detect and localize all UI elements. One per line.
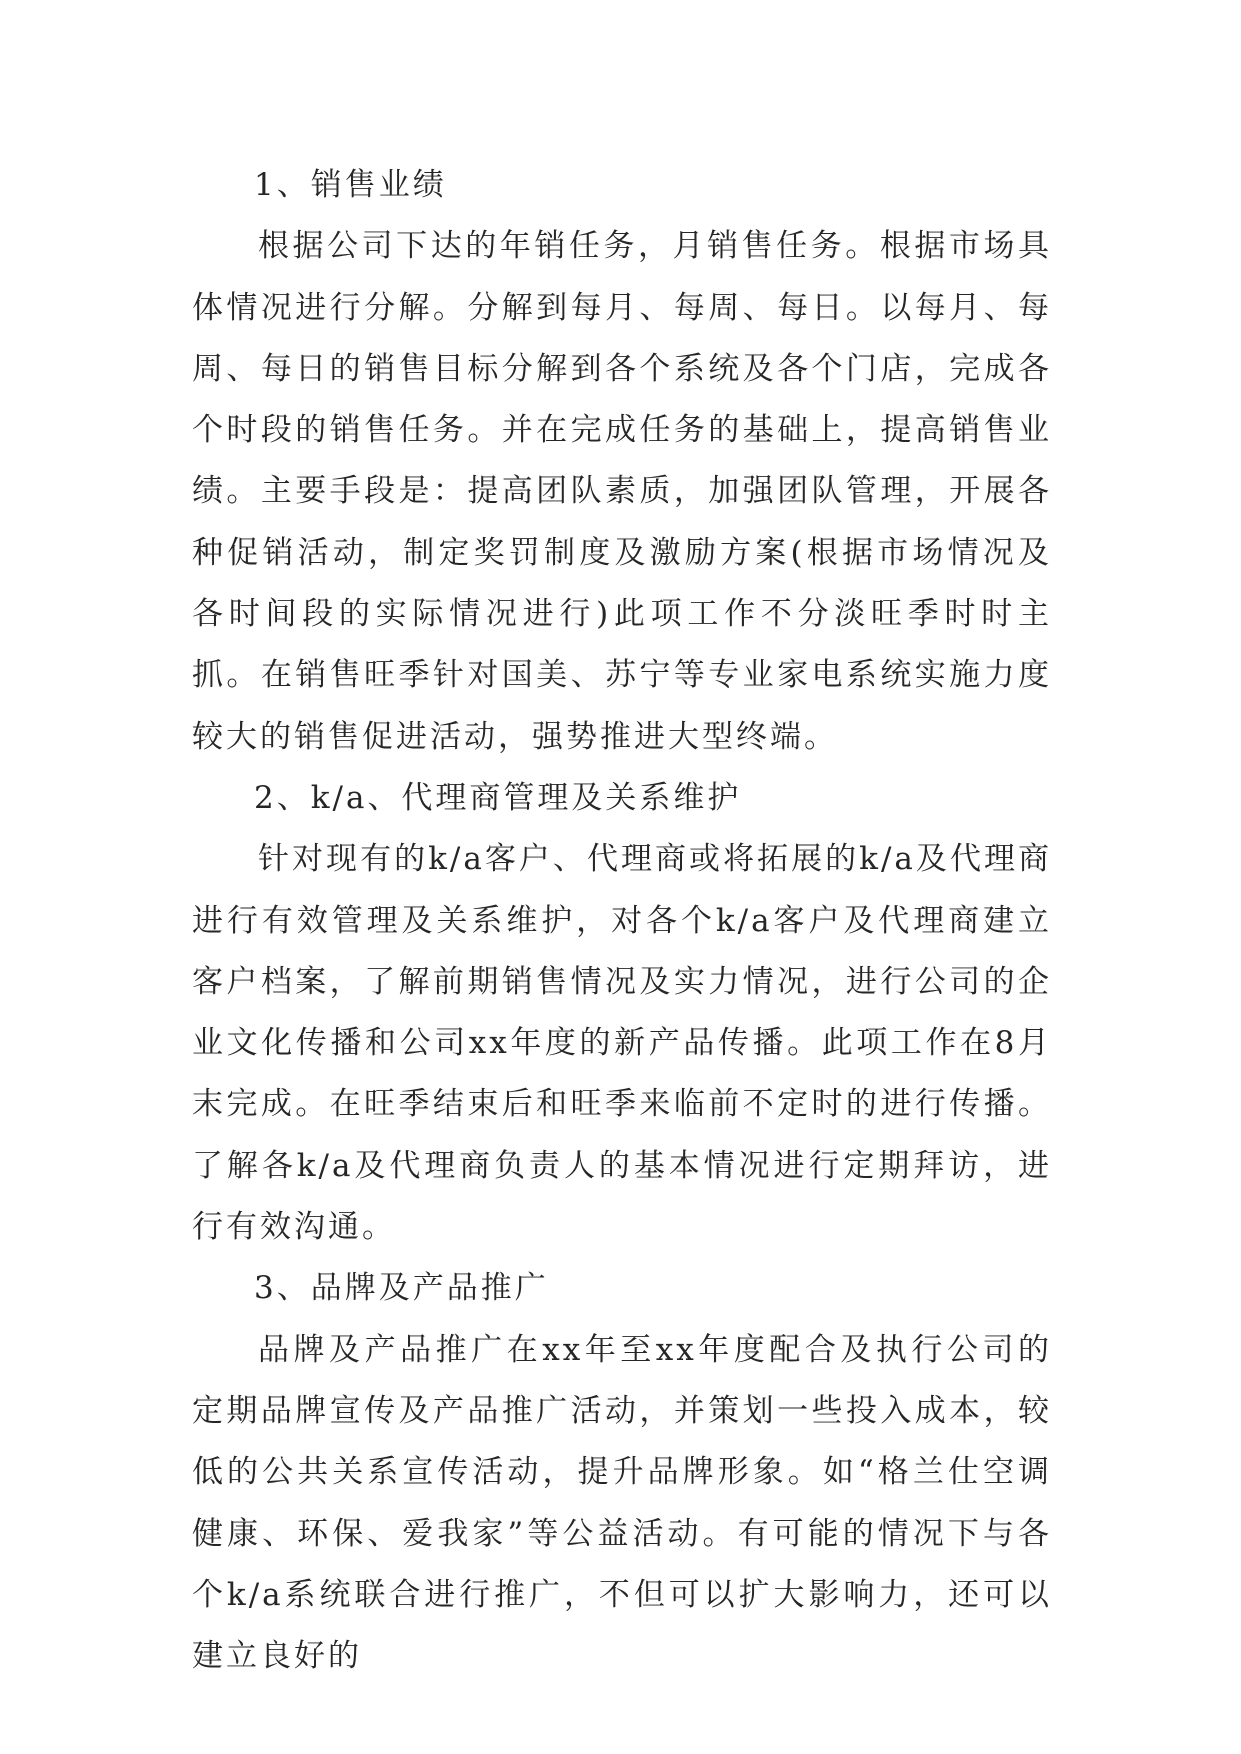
section-paragraph-ka-agent-management: 针对现有的k/a客户、代理商或将拓展的k/a及代理商进行有效管理及关系维护，对各个k/a客户及代理商建立客户档案，了解前期销售情况及实力情况，进行公司的企业文化传播和公司xx年度的新产品传播。此项工作在8月末完成。在旺季结束后和旺季来临前不定时的进行传播。了解各k/a及代理商负责人的基本情况进行定期拜访，进行有效沟通。: [192, 841, 1052, 1246]
section-paragraph-brand-promotion: 品牌及产品推广在xx年至xx年度配合及执行公司的定期品牌宣传及产品推广活动，并策划一些投入成本，较低的公共关系宣传活动，提升品牌形象。如“格兰仕空调健康、环保、爱我家”等公益活动。有可能的情况下与各个k/a系统联合进行推广，不但可以扩大影响力，还可以建立良好的: [192, 1331, 1052, 1675]
section-heading-brand-promotion: 3、品牌及产品推广: [254, 1270, 549, 1307]
section-paragraph-sales-performance: 根据公司下达的年销任务，月销售任务。根据市场具体情况进行分解。分解到每月、每周、每日。以每月、每周、每日的销售目标分解到各个系统及各个门店，完成各个时段的销售任务。并在完成任务的基础上，提高销售业绩。主要手段是：提高团队素质，加强团队管理，开展各种促销活动，制定奖罚制度及激励方案(根据市场情况及各时间段的实际情况进行)此项工作不分淡旺季时时主抓。在销售旺季针对国美、苏宁等专业家电系统实施力度较大的销售促进活动，强势推进大型终端。: [192, 228, 1052, 755]
section-heading-ka-agent-management: 2、k/a、代理商管理及关系维护: [254, 779, 742, 816]
section-heading-sales-performance: 1、销售业绩: [254, 167, 447, 203]
document-body: [192, 155, 1052, 1687]
